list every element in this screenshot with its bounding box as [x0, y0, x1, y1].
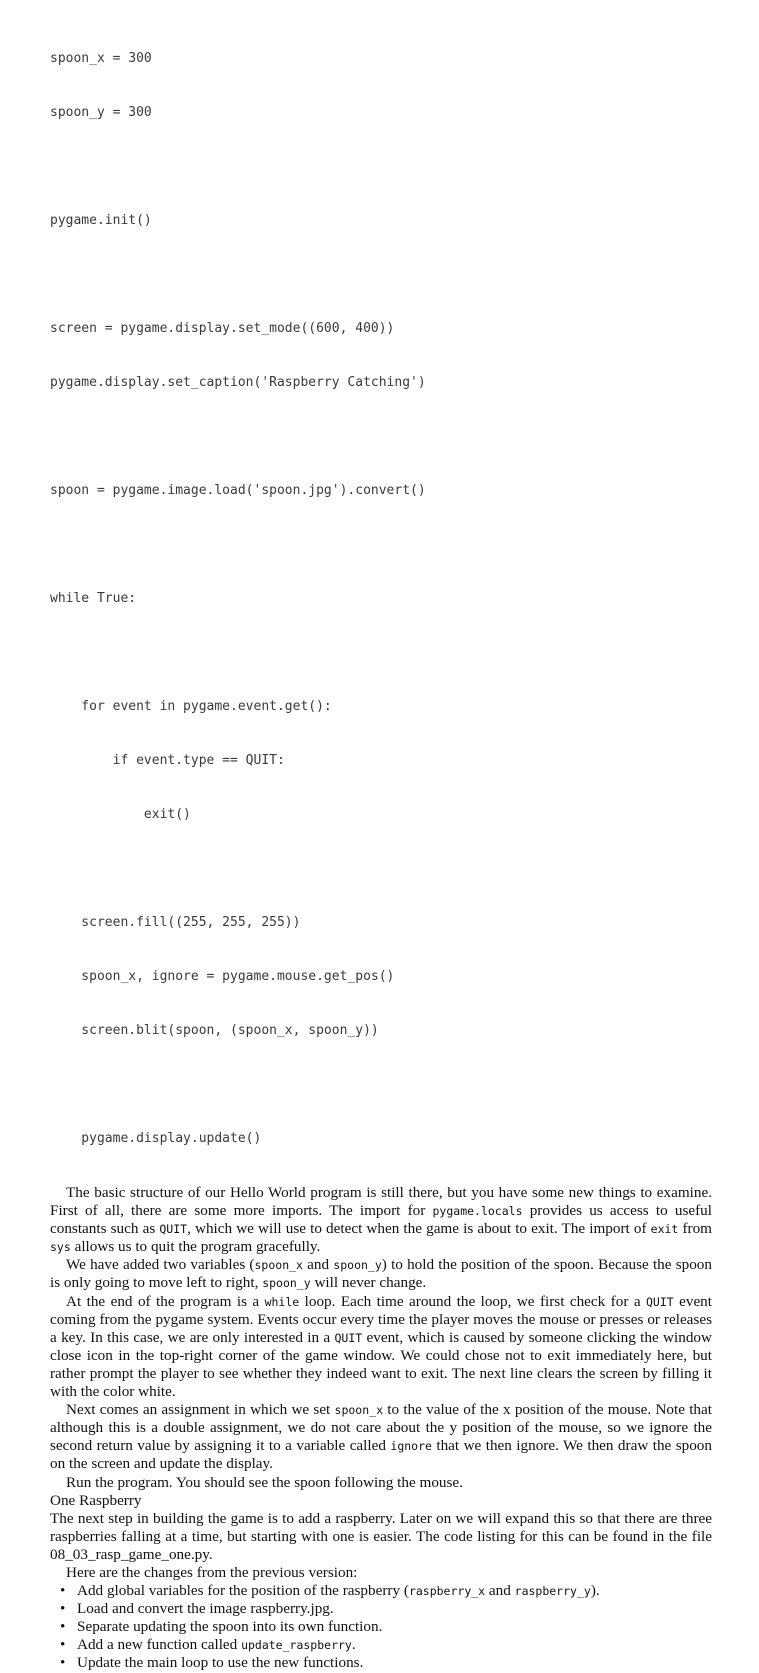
code-line: spoon = pygame.image.load('spoon.jpg').convert() [50, 483, 426, 498]
code-line: for event in pygame.event.get(): [50, 699, 332, 714]
code-line: pygame.display.update() [50, 1131, 262, 1146]
code-line: screen = pygame.display.set_mode((600, 400)) [50, 321, 395, 336]
code-line: exit() [50, 807, 191, 822]
paragraph-loop: At the end of the program is a while loop. Each time around the loop, we first check for a QUIT event coming from the pygame system. Events occur every time the player moves the mouse or presses or releases a key. In this case, we are only interested in a QUIT event, which is caused by someone clicking the window close icon in the top-right corner of the game window. We could chose not to exit immediately here, but rather prompt the player to see whether they indeed want to exit. The next line clears the screen by filling it with the color white. [50, 1292, 712, 1401]
paragraph-assignment: Next comes an assignment in which we set spoon_x to the value of the x position of the mouse. Note that although this is a double assignment, we do not care about the y position of the mouse, so we ignore the second return value by assigning it to a variable called ignore that we then ignore. We then draw the spoon on the screen and update the display. [50, 1401, 712, 1473]
paragraph-run: Run the program. You should see the spoon following the mouse. [66, 1473, 463, 1491]
code-line: spoon_x, ignore = pygame.mouse.get_pos() [50, 969, 395, 984]
changes-list [50, 1582, 712, 1672]
paragraph-next-step: The next step in building the game is to add a raspberry. Later on we will expand this so that there are three raspberries falling at a time, but starting with one is easier. The code listing for this can be found in the file 08_03_rasp_game_one.py. [50, 1509, 712, 1563]
code-line: screen.fill((255, 255, 255)) [50, 915, 301, 930]
paragraph-changes-intro: Here are the changes from the previous version: [66, 1563, 358, 1581]
document-page [50, 14, 712, 1673]
body-text [50, 1184, 712, 1492]
code-line: pygame.init() [50, 213, 152, 228]
code-line: screen.blit(spoon, (spoon_x, spoon_y)) [50, 1023, 379, 1038]
list-item: • Update the main loop to use the new functions. [60, 1654, 712, 1672]
code-line: spoon_x = 300 [50, 51, 152, 66]
section-heading: One Raspberry [50, 1491, 142, 1509]
paragraph-variables: We have added two variables (spoon_x and spoon_y) to hold the position of the spoon. Because the spoon is only going to move left to right, spoon_y will never change. [50, 1256, 712, 1292]
code-listing [50, 14, 712, 1184]
list-item: • Add a new function called update_raspberry. [60, 1636, 712, 1654]
code-line: pygame.display.set_caption('Raspberry Catching') [50, 375, 426, 390]
paragraph-imports: The basic structure of our Hello World program is still there, but you have some new things to examine. First of all, there are some more imports. The import for pygame.locals provides us access to useful constants such as QUIT, which we will use to detect when the game is about to exit. The import of exit from sys allows us to quit the program gracefully. [50, 1184, 712, 1256]
list-item: • Add global variables for the position of the raspberry (raspberry_x and raspberry_y). [60, 1582, 712, 1600]
code-line: if event.type == QUIT: [50, 753, 285, 768]
body-text-section [50, 1510, 712, 1582]
code-line: while True: [50, 591, 137, 606]
list-item: • Separate updating the spoon into its own function. [60, 1618, 712, 1636]
list-item: • Load and convert the image raspberry.jpg. [60, 1600, 712, 1618]
code-line: spoon_y = 300 [50, 105, 152, 120]
